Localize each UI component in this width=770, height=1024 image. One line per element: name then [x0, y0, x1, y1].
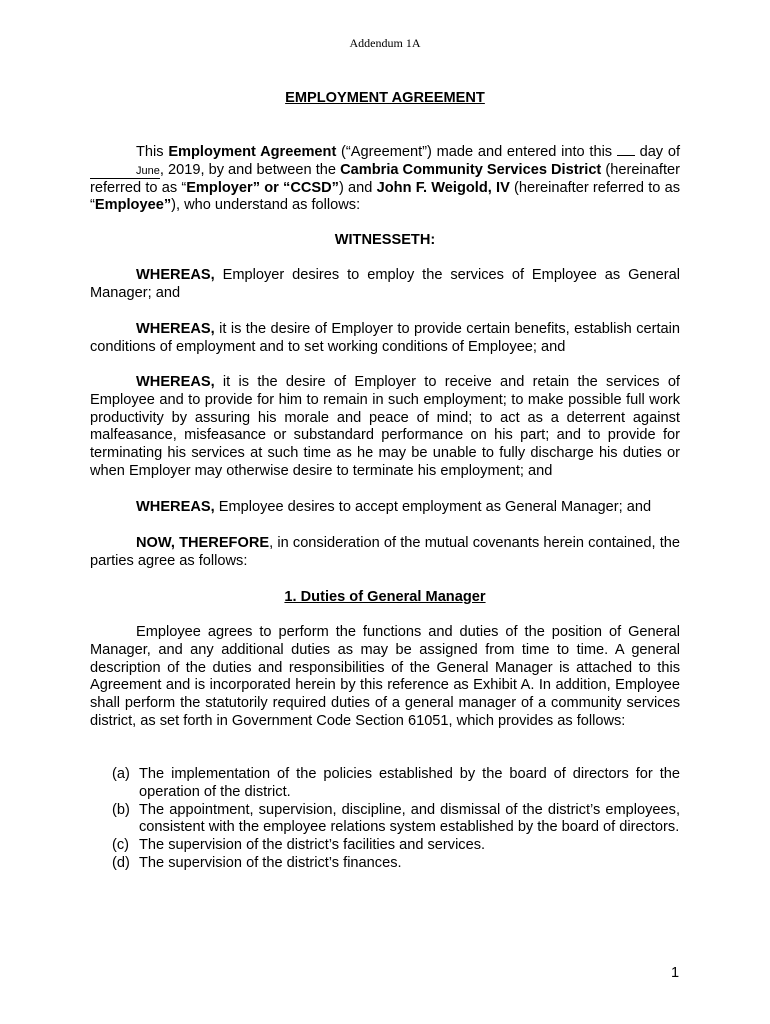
- page-number: 1: [671, 965, 680, 981]
- whereas-paragraph-4: WHEREAS, Employee desires to accept employment as General Manager; and: [136, 499, 652, 515]
- section-1-heading: 1. Duties of General Manager: [284, 589, 486, 605]
- whereas-paragraph-3: WHEREAS, it is the desire of Employer to receive and retain the services of Employee and to provide for him to remain in such employment; to make possible full work productivity by assuring his morale and peace of mind; to act as a deterrent against malfeasance, misfeasance or substandard performance on his part; and to provide for terminating his services at such time as he may be unable to fully discharge his duties or when Employer may otherwise desire to terminate his employment; and: [90, 374, 680, 479]
- section-1-body: Employee agrees to perform the functions and duties of the position of General Manager, and any additional duties as may be assigned from time to time. A general description of the duties and responsibilities of the General Manager is attached to this Agreement and is incorporated herein by this reference as Exhibit A. In addition, Employee shall perform the statutorily required duties of a general manager of a community services district, as set forth in Government Code Section 61051, which provides as follows:: [90, 624, 680, 729]
- whereas-paragraph-2: WHEREAS, it is the desire of Employer to provide certain benefits, establish certain conditions of employment and to set working conditions of Employee; and: [90, 321, 680, 355]
- duties-list: [112, 766, 680, 873]
- list-item: (c) The supervision of the district’s facilities and services.: [112, 837, 486, 854]
- list-item: (d) The supervision of the district’s finances.: [112, 854, 402, 871]
- now-therefore-paragraph: NOW, THEREFORE, in consideration of the mutual covenants herein contained, the parties agree as follows:: [90, 535, 681, 569]
- intro-paragraph: This Employment Agreement (“Agreement”) made and entered into this day of June, 2019, by and between the Cambria Community Services District (hereinafter referred to as “Employer” or “CCSD”) and John F. Weigold, IV (hereinafter referred to as “Employee”), who understand as follows:: [90, 144, 681, 214]
- document-title: EMPLOYMENT AGREEMENT: [285, 90, 485, 106]
- day-blank: [617, 143, 635, 156]
- list-item: (b) The appointment, supervision, discipline, and dismissal of the district’s employees, consistent with the employee relations system established by the board of directors.: [112, 801, 680, 836]
- addendum-label: Addendum 1A: [349, 36, 421, 50]
- whereas-paragraph-1: WHEREAS, Employer desires to employ the services of Employee as General Manager; and: [90, 267, 680, 301]
- month-fill: June: [90, 165, 160, 179]
- witnesseth-heading: WITNESSETH:: [334, 232, 436, 248]
- list-item: (a) The implementation of the policies established by the board of directors for the operation of the district.: [112, 766, 680, 800]
